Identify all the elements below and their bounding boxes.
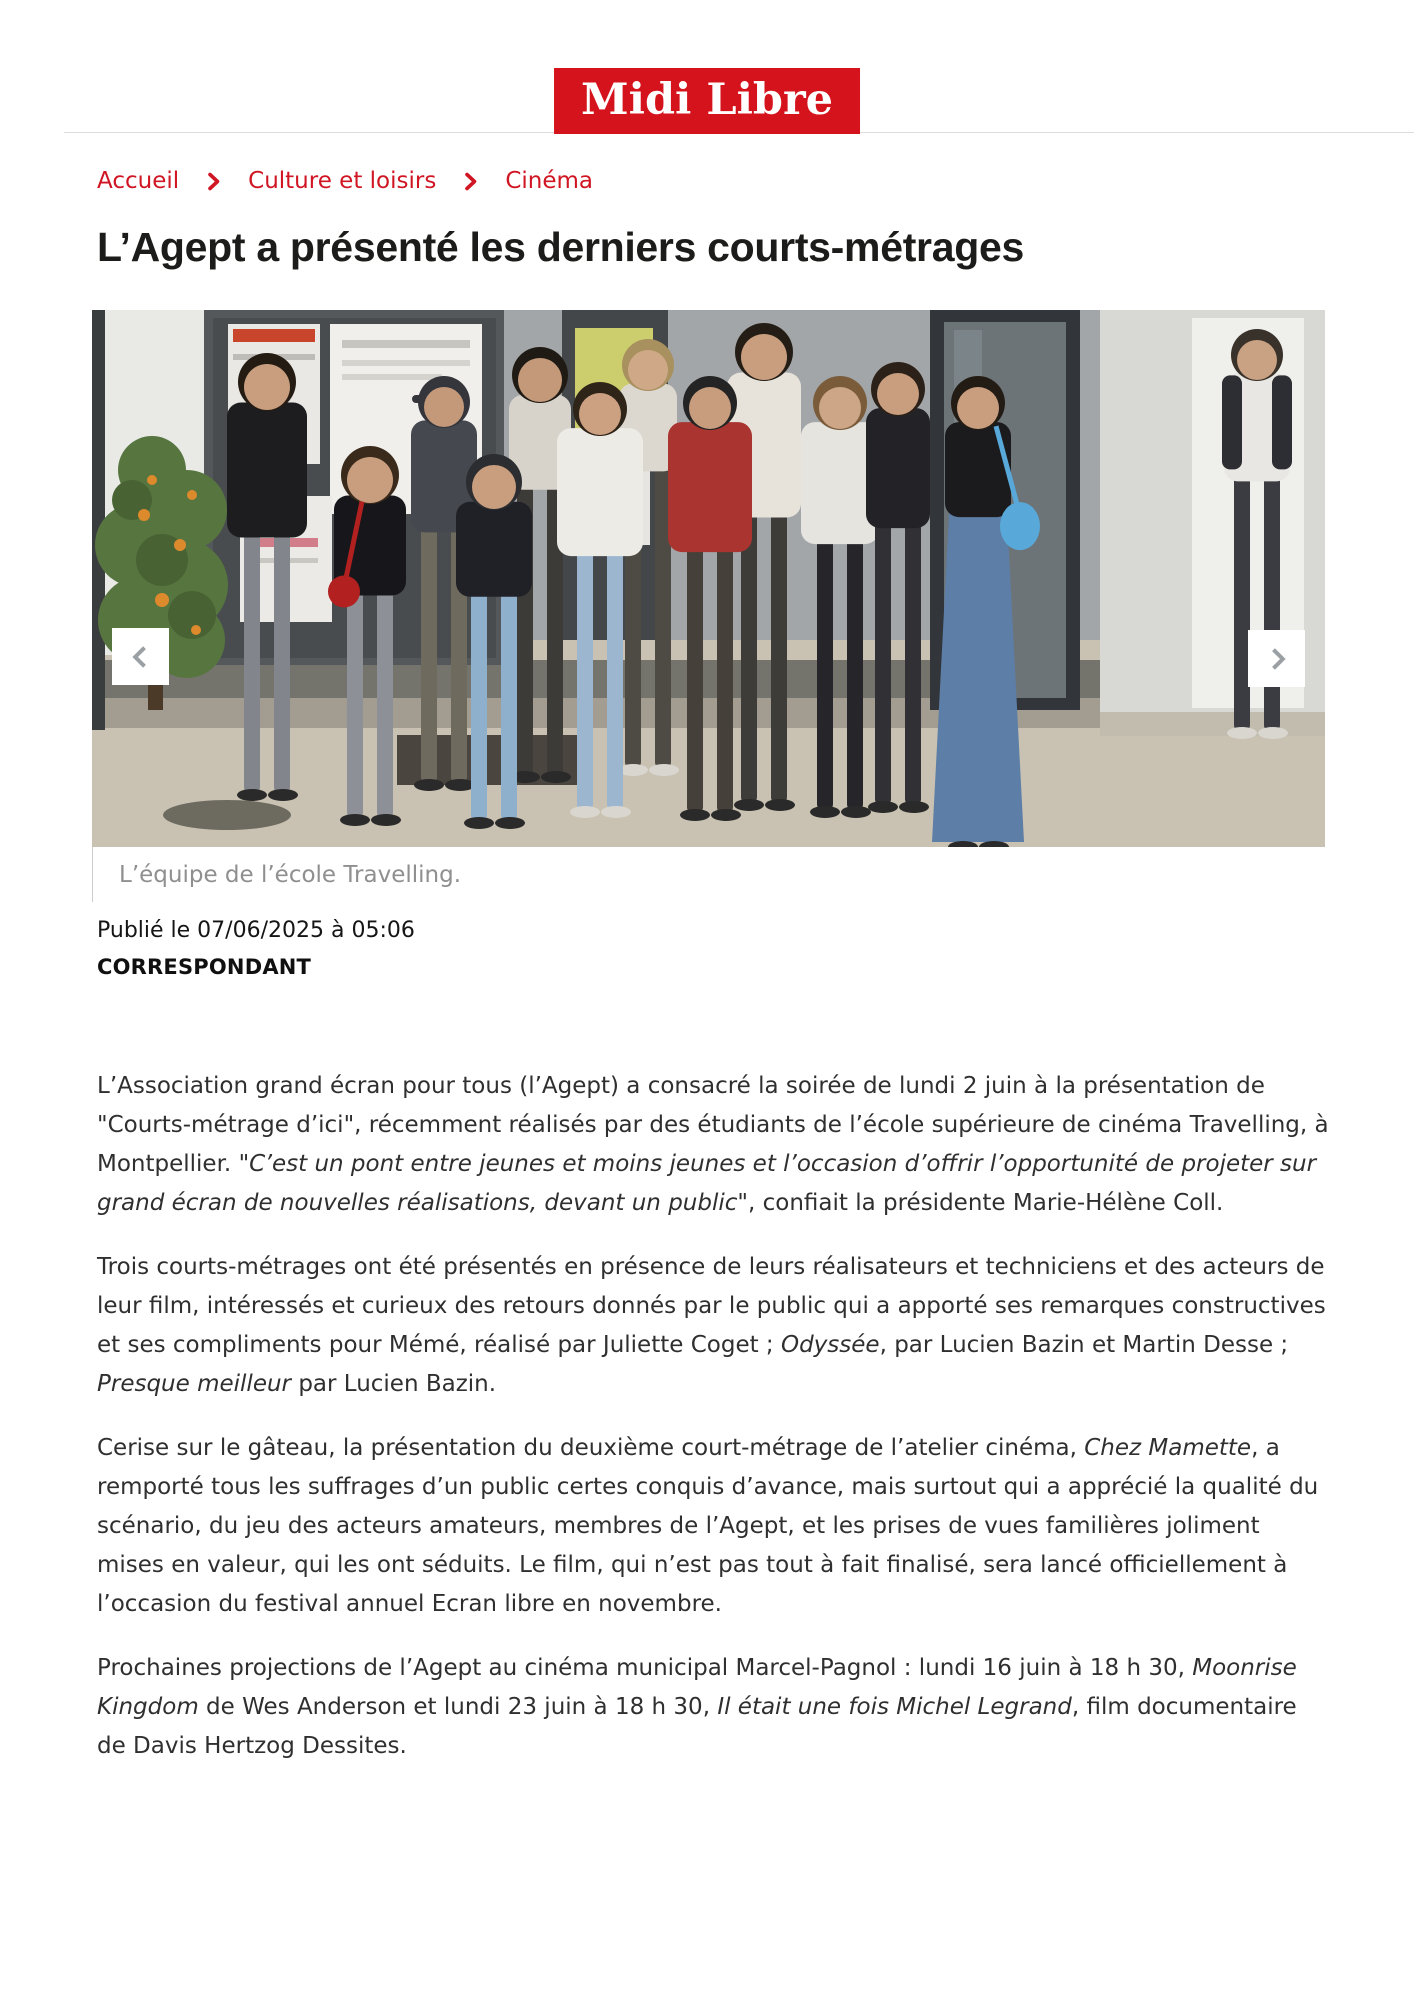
site-logo-text: Midi Libre <box>581 75 833 125</box>
photo-caption: L’équipe de l’école Travelling. <box>92 847 1325 902</box>
article-figure <box>92 310 1325 902</box>
article-photo <box>92 310 1325 847</box>
breadcrumb-link[interactable]: Accueil <box>97 168 180 194</box>
chevron-right-icon <box>206 171 221 192</box>
photo-scene <box>92 310 1325 847</box>
chevron-right-icon <box>1263 645 1291 673</box>
article-paragraph: Trois courts-métrages ont été présentés en présence de leurs réalisateurs et techniciens et des acteurs de leur film, intéressés et curieux des retours donnés par le public qui a apporté ses remarques constructives et ses compliments pour Mémé, réalisé par Juliette Coget ; Odyssée, par Lucien Bazin et Martin Desse ; Presque meilleur par Lucien Bazin. <box>97 1254 1326 1397</box>
site-logo[interactable] <box>554 68 860 134</box>
article-paragraph: L’Association grand écran pour tous (l’Agept) a consacré la soirée de lundi 2 juin à la présentation de "Courts-métrage d’ici", récemment réalisés par des étudiants de l’école supérieure de cinéma Travelling, à Montpellier. "C’est un pont entre jeunes et moins jeunes et l’occasion d’offrir l’opportunité de projeter sur grand écran de nouvelles réalisations, devant un public", confiait la présidente Marie-Hélène Coll. <box>97 1073 1329 1216</box>
article-body <box>97 1067 1330 1766</box>
chevron-right-icon <box>463 171 478 192</box>
site-header <box>0 0 1414 133</box>
carousel-next-button[interactable] <box>1248 630 1305 687</box>
carousel-prev-button[interactable] <box>112 628 169 685</box>
article-title: L’Agept a présenté les derniers courts-métrages <box>97 224 1024 270</box>
breadcrumb-link[interactable]: Cinéma <box>505 168 594 194</box>
breadcrumb <box>97 168 1414 194</box>
article-paragraph: Cerise sur le gâteau, la présentation du deuxième court-métrage de l’atelier cinéma, Chez Mamette, a remporté tous les suffrages d’un public certes conquis d’avance, mais surtout qui a apprécié la qualité du scénario, du jeu des acteurs amateurs, membres de l’Agept, et les prises de vues familières joliment mises en valeur, qui les ont séduits. Le film, qui n’est pas tout à fait finalisé, sera lancé officiellement à l’occasion du festival annuel Ecran libre en novembre. <box>97 1435 1319 1617</box>
chevron-left-icon <box>127 643 155 671</box>
article-paragraph: Prochaines projections de l’Agept au cinéma municipal Marcel-Pagnol : lundi 16 juin à 18 h 30, Moonrise Kingdom de Wes Anderson et lundi 23 juin à 18 h 30, Il était une fois Michel Legrand, film documentaire de Davis Hertzog Dessites. <box>97 1655 1297 1759</box>
author-label: CORRESPONDANT <box>97 955 312 979</box>
publish-date: Publié le 07/06/2025 à 05:06 <box>97 918 415 943</box>
breadcrumb-link[interactable]: Culture et loisirs <box>248 168 437 194</box>
